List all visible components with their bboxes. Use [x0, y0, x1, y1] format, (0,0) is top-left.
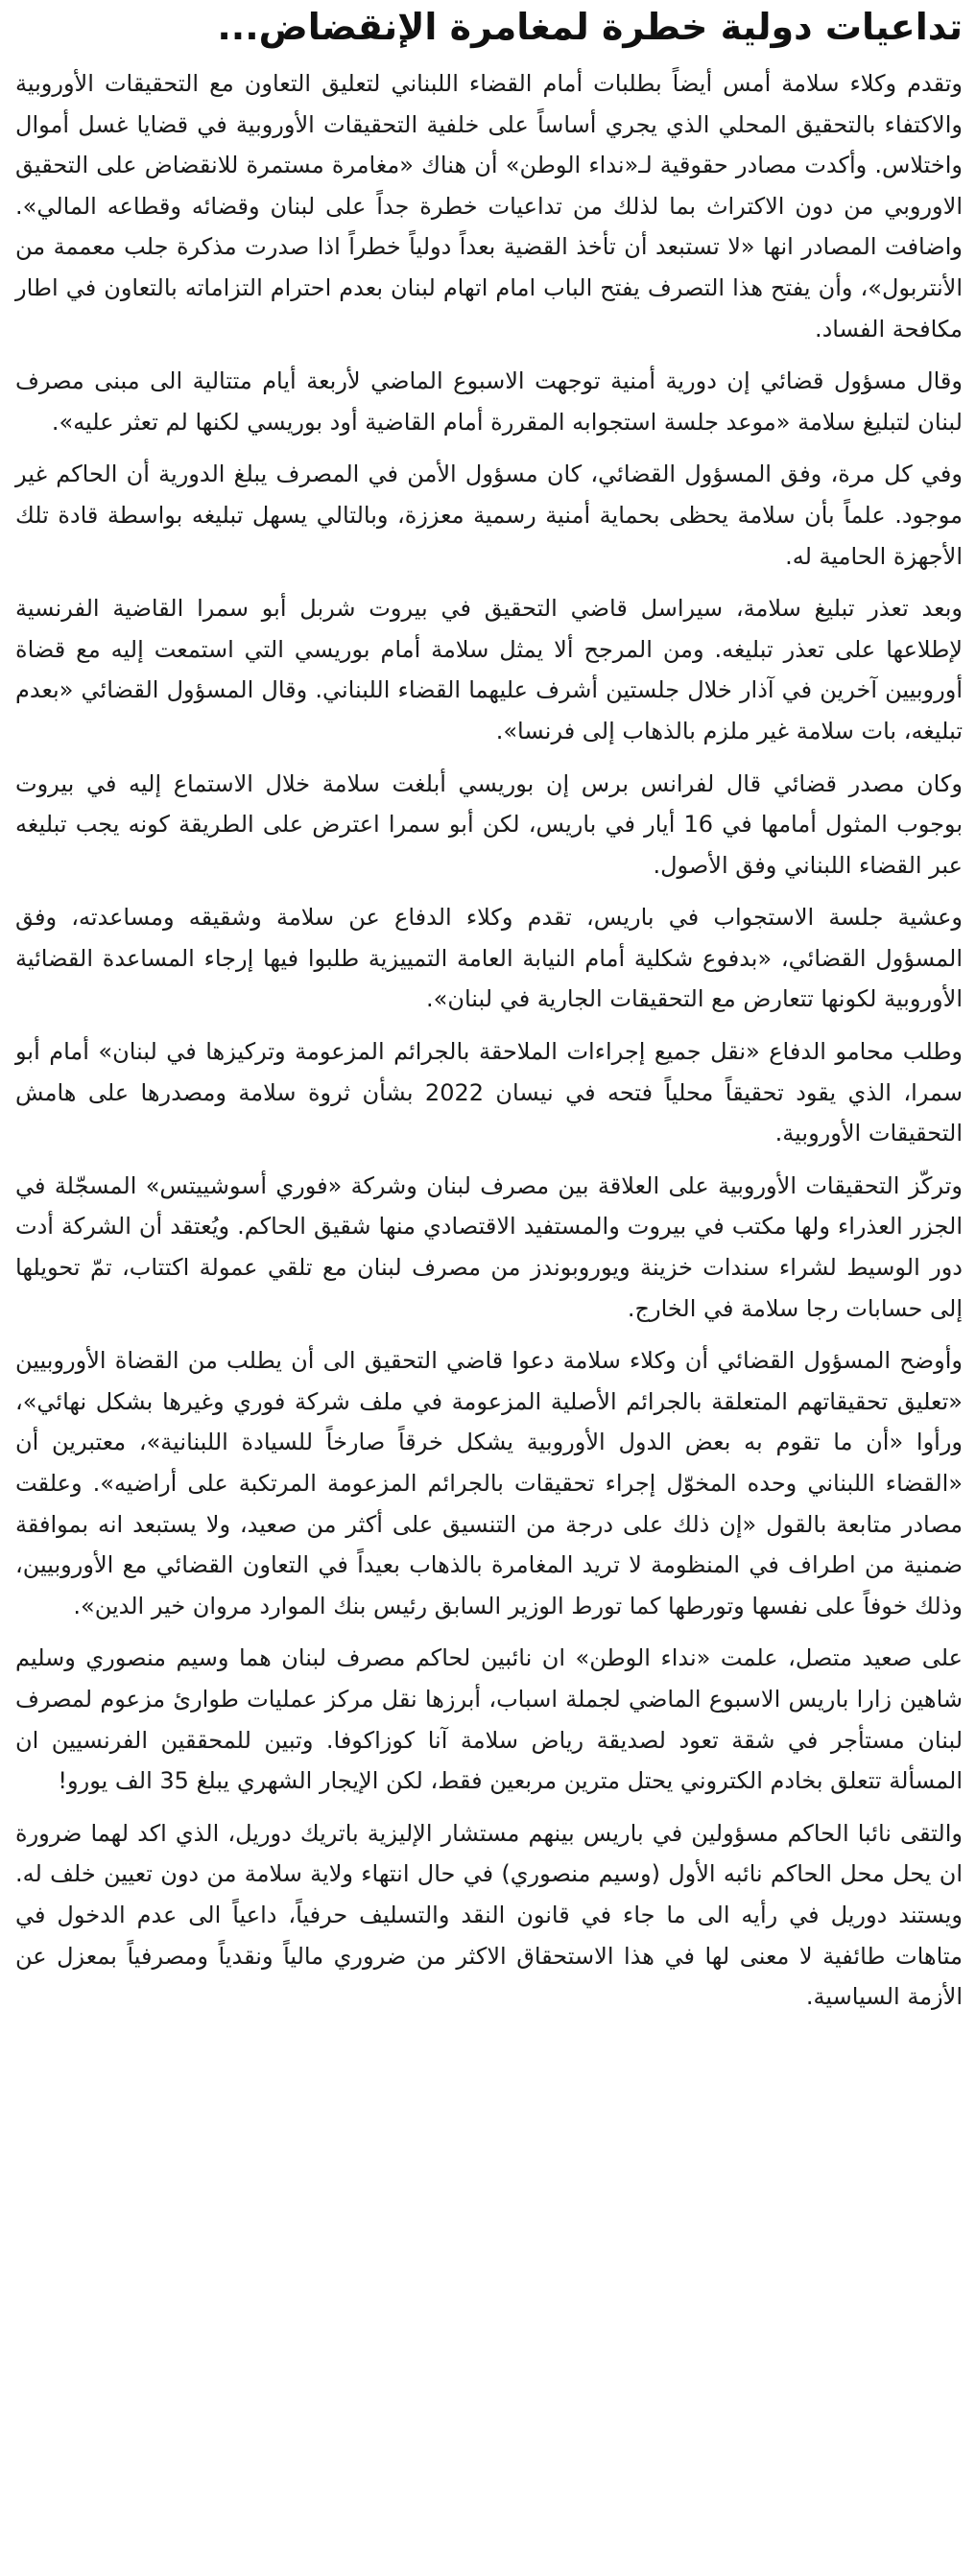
article-body — [15, 63, 963, 2018]
article-paragraph: وتقدم وكلاء سلامة أمس أيضاً بطلبات أمام القضاء اللبناني لتعليق التعاون مع التحقيقات الأوروبية والاكتفاء بالتحقيق المحلي الذي يجري أساساً على خلفية التحقيقات الأوروبية في قضايا غسل أموال واختلاس. وأكدت مصادر حقوقية لـ«نداء الوطن» أن هناك «مغامرة مستمرة للانقضاض على التحقيق الاوروبي من دون الاكتراث بما لذلك من تداعيات خطرة جداً على لبنان وقضائه وقطاعه المالي». واضافت المصادر انها «لا تستبعد أن تأخذ القضية بعداً دولياً خطراً اذا صدرت مذكرة جلب معممة من الأنتربول»، وأن يفتح هذا التصرف يفتح الباب امام اتهام لبنان بعدم احترام التزاماته بالتعاون في اطار مكافحة الفساد. — [15, 70, 963, 343]
article-paragraph: وتركّز التحقيقات الأوروبية على العلاقة بين مصرف لبنان وشركة «فوري أسوشييتس» المسجّلة في الجزر العذراء ولها مكتب في بيروت والمستفيد الاقتصادي منها شقيق الحاكم. ويُعتقد أن الشركة أدت دور الوسيط لشراء سندات خزينة ويوروبوندز من مصرف لبنان مع تلقي عمولة اكتتاب، تمّ تحويلها إلى حسابات رجا سلامة في الخارج. — [15, 1171, 963, 1322]
article-paragraph: وأوضح المسؤول القضائي أن وكلاء سلامة دعوا قاضي التحقيق الى أن يطلب من القضاة الأوروبيين «تعليق تحقيقاتهم المتعلقة بالجرائم الأصلية المزعومة في ملف شركة فوري وغيرها بشكل نهائي»، ورأوا «أن ما تقوم به بعض الدول الأوروبية يشكل خرقاً صارخاً للسيادة اللبنانية»، معتبرين أن «القضاء اللبناني وحده المخوّل إجراء تحقيقات بالجرائم المزعومة المرتكبة على أراضيه». وعلقت مصادر متابعة بالقول «إن ذلك على درجة من التنسيق على أكثر من صعيد، ولا يستبعد انه بموافقة ضمنية من اطراف في المنظومة لا تريد المغامرة بالذهاب بعيداً في التعاون القضائي مع الأوروبيين، وذلك خوفاً على نفسها وتورطها كما تورط الوزير السابق رئيس بنك الموارد مروان خير الدين». — [15, 1347, 963, 1619]
article-paragraph: وكان مصدر قضائي قال لفرانس برس إن بوريسي أبلغت سلامة خلال الاستماع إليه في بيروت بوجوب المثول أمامها في 16 أيار في باريس، لكن أبو سمرا اعترض على الطريقة كونه يجب تبليغه عبر القضاء اللبناني وفق الأصول. — [15, 769, 964, 879]
article-paragraph: والتقى نائبا الحاكم مسؤولين في باريس بينهم مستشار الإليزية باتريك دوريل، الذي اكد لهما ضرورة ان يحل محل الحاكم نائبه الأول (وسيم منصوري) في حال انتهاء ولاية سلامة من دون تعيين خلف له. ويستند دوريل في رأيه الى ما جاء في قانون النقد والتسليف حرفياً، داعياً الى عدم الدخول في متاهات طائفية لا معنى لها في هذا الاستحقاق الاكثر من ضروري مالياً ونقدياً ومصرفياً بمعزل عن الأزمة السياسية. — [15, 1819, 963, 2011]
article-paragraph: وعشية جلسة الاستجواب في باريس، تقدم وكلاء الدفاع عن سلامة وشقيقه ومساعدته، وفق المسؤول القضائي، «بدفوع شكلية أمام النيابة العامة التمييزية طلبوا فيها إرجاء المساعدة القضائية الأوروبية لكونها تتعارض مع التحقيقات الجارية في لبنان». — [15, 904, 963, 1013]
article-paragraph: وفي كل مرة، وفق المسؤول القضائي، كان مسؤول الأمن في المصرف يبلغ الدورية أن الحاكم غير موجود. علماً بأن سلامة يحظى بحماية أمنية رسمية معززة، وبالتالي يسهل تبليغه بواسطة قادة تلك الأجهزة الحامية له. — [15, 461, 963, 570]
article-paragraph: على صعيد متصل، علمت «نداء الوطن» ان نائبين لحاكم مصرف لبنان هما وسيم منصوري وسليم شاهين زارا باريس الاسبوع الماضي لجملة اسباب، أبرزها نقل مركز عمليات طوارئ مزعوم لمصرف لبنان مستأجر في شقة تعود لصديقة رياض سلامة آنا كوزاكوفا. وتبين للمحققين الفرنسيين ان المسألة تتعلق بخادم الكتروني يحتل مترين مربعين فقط، لكن الإيجار الشهري يبلغ 35 الف يورو! — [15, 1644, 963, 1795]
article-paragraph: وبعد تعذر تبليغ سلامة، سيراسل قاضي التحقيق في بيروت شربل أبو سمرا القاضية الفرنسية لإطلاعها على تعذر تبليغه. ومن المرجح ألا يمثل سلامة أمام بوريسي التي استمعت إليه مع قضاة أوروبيين آخرين في آذار خلال جلستين أشرف عليهما القضاء اللبناني. وقال المسؤول القضائي «بعدم تبليغه، بات سلامة غير ملزم بالذهاب إلى فرنسا». — [15, 595, 963, 744]
article-paragraph: وقال مسؤول قضائي إن دورية أمنية توجهت الاسبوع الماضي لأربعة أيام متتالية الى مبنى مصرف لبنان لتبليغ سلامة «موعد جلسة استجوابه المقررة أمام القاضية أود بوريسي لكنها لم تعثر عليه». — [15, 367, 963, 436]
article-paragraph: وطلب محامو الدفاع «نقل جميع إجراءات الملاحقة بالجرائم المزعومة وتركيزها في لبنان» أمام أبو سمرا، الذي يقود تحقيقاً محلياً فتحه في نيسان 2022 بشأن ثروة سلامة ومصدرها على هامش التحقيقات الأوروبية. — [15, 1038, 963, 1147]
article-headline: تداعيات دولية خطرة لمغامرة الإنقضاض... — [217, 6, 963, 48]
